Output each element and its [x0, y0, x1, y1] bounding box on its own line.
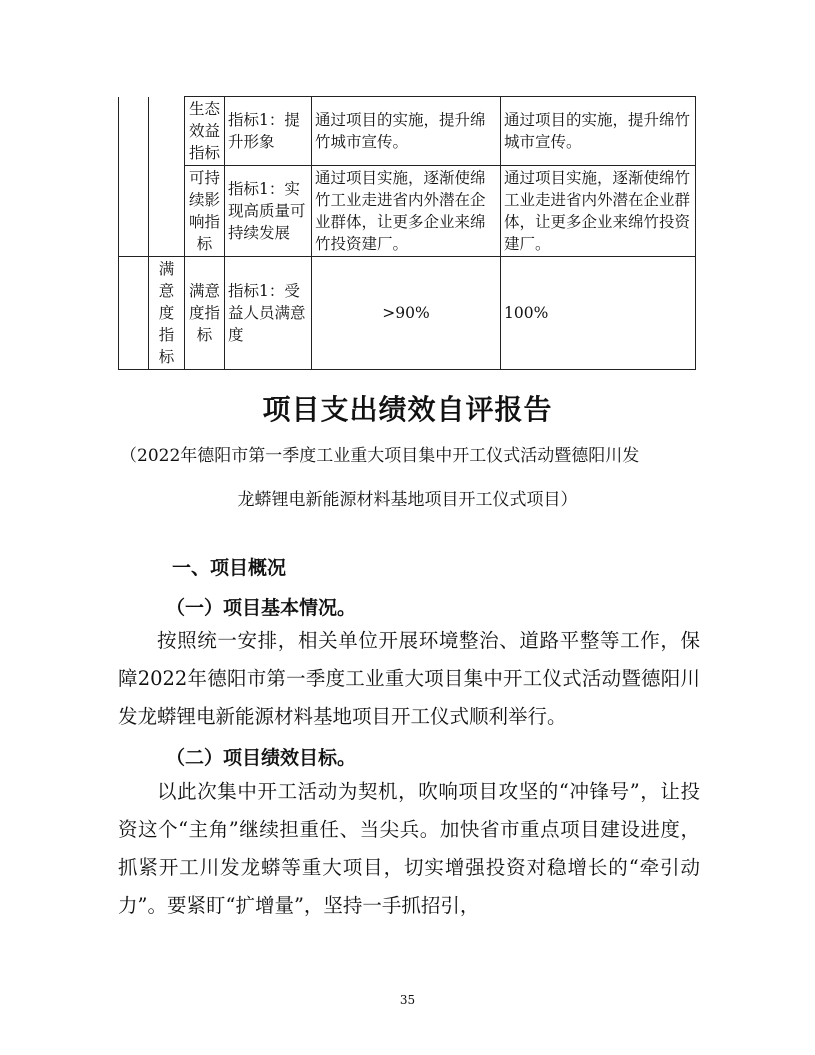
- subsection-heading-basic-info: （一）项目基本情况。: [166, 597, 357, 619]
- goal-cell: 通过项目实施，逐渐使绵竹工业走进省内外潜在企业群体，让更多企业来绵竹投资建厂。: [312, 166, 501, 257]
- indicator-cell: 指标1：受益人员满意度: [225, 257, 312, 370]
- page-number: 35: [399, 993, 416, 1007]
- level1-cell: [119, 97, 149, 257]
- actual-cell: 通过项目实施，逐渐使绵竹工业走进省内外潜在企业群体，让更多企业来绵竹投资建厂。: [501, 166, 696, 257]
- paragraph-basic-info: 按照统一安排，相关单位开展环境整治、道路平整等工作，保障2022年德阳市第一季度工业重大项目集中开工仪式活动暨德阳川发龙蟒锂电新能源材料基地项目开工仪式顺利举行。: [118, 629, 700, 728]
- level2-cell: [149, 97, 185, 257]
- report-title: 项目支出绩效自评报告: [262, 393, 553, 426]
- paragraph-performance-goal: 以此次集中开工活动为契机，吹响项目攻坚的“冲锋号”，让投资这个“主角”继续担重任、当尖兵。加快省市重点项目建设进度，抓紧开工川发龙蟒等重大项目，切实增强投资对稳增长的“牵引动力”。要紧盯“扩增量”，坚持一手抓招引，: [118, 780, 700, 917]
- level3-cell: 满意度指标: [185, 257, 225, 370]
- subtitle-line-2: 龙蟒锂电新能源材料基地项目开工仪式项目）: [237, 490, 578, 510]
- actual-cell: 通过项目的实施，提升绵竹城市宣传。: [501, 97, 696, 166]
- level3-cell: 可持续影响指标: [185, 166, 225, 257]
- table-row: [119, 257, 696, 370]
- subsection-heading-performance-goal: （二）项目绩效目标。: [166, 747, 357, 769]
- goal-cell: >90%: [312, 257, 501, 370]
- indicator-cell: 指标1：实现高质量可持续发展: [225, 166, 312, 257]
- subtitle-line-1: （2022年德阳市第一季度工业重大项目集中开工仪式活动暨德阳川发: [120, 446, 640, 466]
- indicator-cell: 指标1：提升形象: [225, 97, 312, 166]
- table-row: [119, 166, 696, 257]
- level3-cell: 生态效益指标: [185, 97, 225, 166]
- goal-cell: 通过项目的实施，提升绵竹城市宣传。: [312, 97, 501, 166]
- section-heading-overview: 一、项目概况: [172, 557, 287, 579]
- table-row: [119, 97, 696, 166]
- report-subtitle: [120, 434, 695, 522]
- performance-indicator-table: [118, 96, 696, 370]
- actual-cell: 100%: [501, 257, 696, 370]
- level2-cell: 满意度指标: [149, 257, 185, 370]
- level1-cell: [119, 257, 149, 370]
